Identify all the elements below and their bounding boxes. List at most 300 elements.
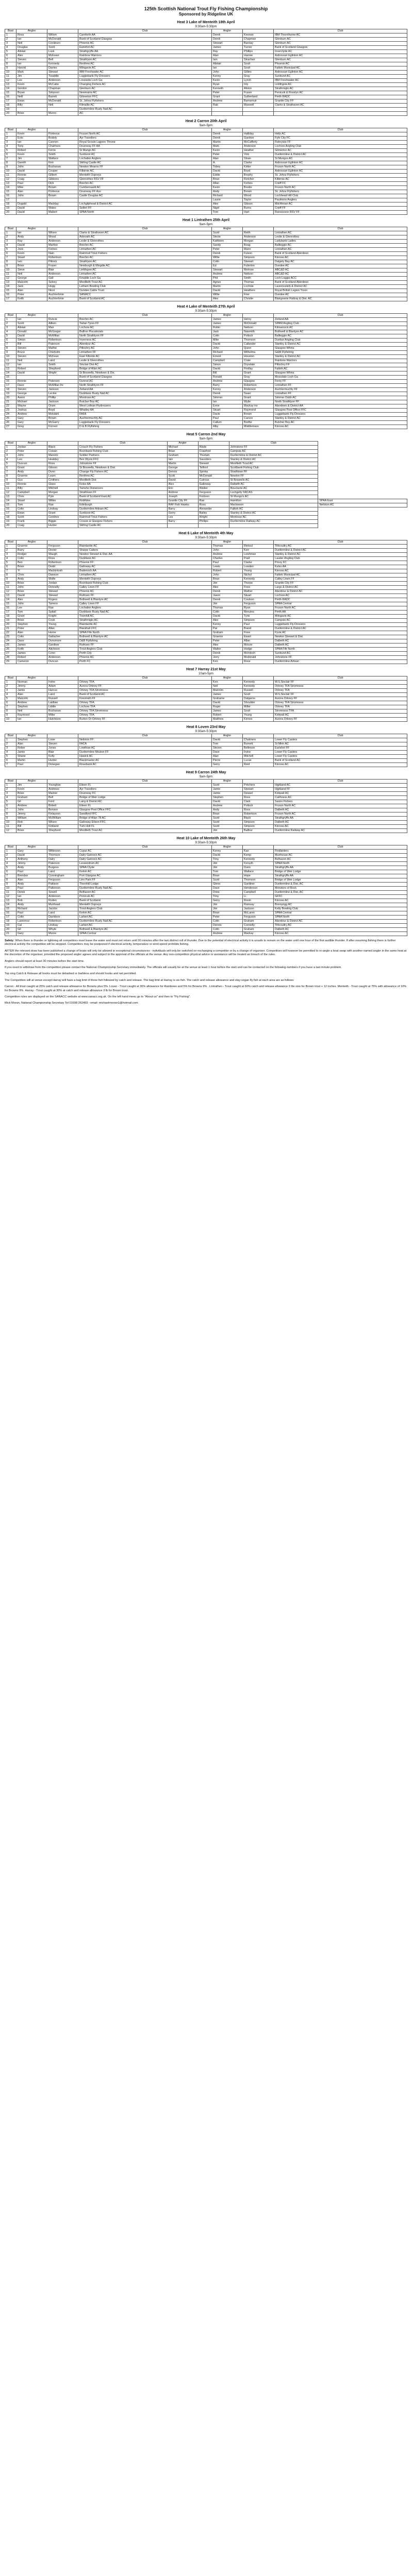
table-cell: St Mungo's AC	[229, 495, 318, 499]
table-cell: IBM Freshwater AC	[78, 71, 212, 75]
table-cell: 15	[5, 289, 17, 293]
table-cell: Macklay	[47, 202, 78, 207]
table-cell	[17, 376, 47, 380]
table-cell: Dunfermline Rusty Nail AC	[78, 108, 212, 112]
table-row	[5, 355, 407, 359]
table-row	[5, 190, 407, 194]
table-cell: Dunfermline Railway AC	[274, 829, 407, 833]
table-cell: Calley Linen FF	[78, 586, 212, 590]
table-cell: Menzies	[243, 611, 274, 615]
table-cell: Paulmore Anglers	[274, 198, 407, 202]
table-cell: Porteous	[47, 132, 78, 137]
table-cell: Drysdale	[243, 363, 274, 367]
column-header	[243, 779, 274, 784]
table-row	[5, 338, 407, 343]
table-cell: Stephen	[17, 623, 47, 627]
table-cell	[274, 112, 407, 116]
table-cell: Wright	[47, 371, 78, 376]
table-row	[5, 322, 407, 326]
table-cell: 9	[5, 817, 17, 821]
table-cell: Grantle City FF	[274, 99, 407, 104]
table-cell: Thornhill Lodge	[78, 883, 212, 887]
table-cell: Dawson	[47, 573, 78, 578]
table-cell: Tom	[212, 870, 243, 874]
table-cell: Simmer	[212, 396, 243, 400]
table-cell: Henry	[243, 318, 274, 322]
table-cell: Richard	[17, 907, 47, 911]
table-cell: Robertson	[47, 920, 78, 924]
table-cell: Glenburn AC	[274, 58, 407, 62]
table-cell: Blair	[47, 268, 78, 273]
table-cell: Telford	[198, 466, 229, 470]
table-cell: SPAA Central	[274, 911, 407, 916]
table-cell: James	[212, 322, 243, 326]
note-text: When there is thunder or lightning all competitors must leave the water and must not return until 30 minutes after the last distinct roll of thunder. Due to the potential of electrical activity it is unsafe to remain on the water until one hour of the first audible thunder. If after resuming fishing there is further electrical activity the competition will be stopped. Competitors may be postponed if electrical activity, temperature or wind speed prohibits fishing.	[5, 939, 396, 946]
table-cell: Colin	[212, 928, 243, 932]
table-cell: Laird	[47, 693, 78, 697]
column-header	[243, 845, 274, 850]
table-cell: John	[212, 347, 243, 351]
table-cell: Ronnie	[17, 174, 47, 178]
table-cell: Laird	[47, 359, 78, 363]
table-cell: Brian	[17, 590, 47, 594]
table-cell: Lintrathen AC	[78, 273, 212, 277]
table-cell: Stevie	[212, 235, 243, 240]
table-cell: Zetland AA	[274, 318, 407, 322]
table-cell: Middlemass	[243, 425, 274, 429]
table-cell: Andrew	[212, 273, 243, 277]
table-cell: Raymond	[243, 409, 274, 413]
table-cell: 17	[5, 384, 17, 388]
table-cell: St Mungo AC	[78, 149, 212, 153]
table-cell: Sandy	[212, 244, 243, 248]
heat-section	[5, 770, 407, 833]
table-cell: Kirkwall AC	[274, 714, 407, 718]
table-cell: Anderson	[47, 895, 78, 899]
table-cell: Glasgow Post Office FFC	[78, 808, 212, 812]
table-cell: Rainmoil Trout Fishers	[78, 252, 212, 256]
table-cell: Calley Linen FF	[274, 578, 407, 582]
table-header-row	[5, 734, 407, 738]
table-row	[5, 446, 407, 450]
table-cell: 9	[5, 264, 17, 268]
table-cell: Ed	[212, 264, 243, 268]
heat-time: 9am-5pm	[199, 223, 213, 226]
table-row	[5, 920, 407, 924]
column-header: Angler	[17, 676, 47, 681]
table-cell: Bob	[17, 899, 47, 903]
table-cell: Robert	[17, 149, 47, 153]
table-cell	[198, 524, 229, 528]
table-cell: Christie	[243, 297, 274, 301]
table-cell: Yi	[17, 569, 47, 573]
table-cell: Pattison	[47, 883, 78, 887]
table-cell: Simpson	[243, 825, 274, 829]
column-header	[47, 442, 78, 446]
table-cell: Caithness AC	[274, 796, 407, 800]
table-cell: 17	[5, 297, 17, 301]
table-row	[5, 479, 407, 483]
heat-title: Heat 10 Lake of Menteith 26th May	[176, 837, 236, 840]
table-cell: Biggie	[47, 520, 78, 524]
table-cell: Ayr Travellers	[78, 788, 212, 792]
table-row	[5, 99, 407, 104]
table-cell: 10	[5, 887, 17, 891]
table-cell: Robertson	[243, 812, 274, 817]
table-cell: Anderson	[243, 145, 274, 149]
table-cell: Phillips	[243, 50, 274, 54]
table-cell: Graham	[167, 454, 198, 458]
table-cell: Michael	[17, 400, 47, 404]
table-cell: Taylor	[243, 198, 274, 202]
table-row	[5, 899, 407, 903]
table-cell: Crothers	[47, 479, 78, 483]
table-cell: St Boswells AC	[229, 479, 318, 483]
table-cell: Gordon	[17, 87, 47, 91]
table-cell: Kevin	[17, 252, 47, 256]
table-cell: Wolfe	[47, 578, 78, 582]
table-cell: Aberdour AC	[78, 343, 212, 347]
table-cell: Ross	[17, 33, 47, 38]
table-cell: Inverclyde AC	[274, 50, 407, 54]
table-cell: Turk Holt FL	[78, 825, 212, 829]
table-row	[5, 483, 407, 487]
draw-table	[5, 779, 407, 833]
table-cell: Adam	[47, 685, 78, 689]
table-cell: Saunders	[198, 458, 229, 462]
table-cell: Gerry	[212, 763, 243, 767]
notes-section	[5, 939, 407, 1006]
table-cell: Belhaven AC	[274, 858, 407, 862]
table-cell: Willie	[212, 256, 243, 260]
table-cell: 20	[5, 396, 17, 400]
table-cell: 11	[5, 75, 17, 79]
table-cell: Brechin AC	[78, 256, 212, 260]
table-cell: Ernest	[212, 355, 243, 359]
table-cell: Tom	[212, 742, 243, 747]
table-cell: Barry	[212, 384, 243, 388]
table-row	[5, 751, 407, 755]
table-cell: Monifieth Trout AC	[229, 462, 318, 466]
note-text: AFTER the relevant draw has been published a change of boats will only be allowed in exceptional circumstances - individuals will only be switched on exchanging a competitor or by a change of organiser. Competitors will however be permitted to re-angle a boat swap with another named angler in the same heat at the discretion of the organiser, provided the proposed angler agrees and subject to the approval of the officials at the venue. Any non-competition physical advice or assistance will be treated as breach of the rules.	[5, 949, 407, 957]
table-cell: Jordan	[47, 582, 78, 586]
table-cell: 9	[5, 883, 17, 887]
table-cell: Gilmerton AC	[274, 149, 407, 153]
table-cell: 8	[5, 474, 17, 479]
table-row	[5, 573, 407, 578]
table-cell: Tom	[17, 503, 47, 507]
table-cell: Black	[47, 446, 78, 450]
table-cell: Ewan	[17, 512, 47, 516]
table-cell: Galloway AC	[78, 565, 212, 569]
table-cell: Luggiebank Fly Dressers	[274, 623, 407, 627]
table-cell: Ayr Travellers	[78, 137, 212, 141]
table-cell: 20	[5, 623, 17, 627]
table-cell: Andrew	[17, 804, 47, 808]
column-header: Angler	[17, 779, 47, 784]
table-cell: Mackintosh	[47, 569, 78, 573]
table-cell: 4	[5, 751, 17, 755]
table-cell: 5	[5, 334, 17, 338]
table-cell	[212, 112, 243, 116]
table-cell: Strathmiglo AC	[78, 619, 212, 623]
table-cell: Brown	[243, 413, 274, 417]
table-cell: Gibson	[243, 202, 274, 207]
column-header	[47, 734, 78, 738]
table-cell: Douglas	[17, 46, 47, 50]
table-cell: Kerr	[243, 549, 274, 553]
table-cell: Steven	[47, 742, 78, 747]
table-cell: 1	[5, 681, 17, 685]
table-cell: Stephen	[17, 738, 47, 742]
table-row	[5, 928, 407, 932]
table-row	[5, 553, 407, 557]
table-cell: Pittock	[47, 260, 78, 264]
table-cell: Kevin	[17, 788, 47, 792]
table-cell: Perth FC	[78, 660, 212, 664]
table-cell: Jackson	[47, 400, 78, 404]
table-row	[5, 796, 407, 800]
table-cell: 2	[5, 854, 17, 858]
column-header: Angler	[212, 29, 243, 33]
table-cell: Glenburn AC	[274, 38, 407, 42]
table-cell: Townhill AC	[78, 615, 212, 619]
column-header: Club	[78, 128, 212, 132]
table-cell: Pat	[212, 627, 243, 631]
table-cell: Mark	[212, 145, 243, 149]
table-cell: Monsters of Rock	[274, 887, 407, 891]
table-cell: 15	[5, 602, 17, 606]
heat-section	[5, 218, 407, 301]
draw-table	[5, 313, 407, 429]
table-cell: George	[17, 392, 47, 396]
table-cell: Malcolm	[17, 281, 47, 285]
table-cell: Gillies	[243, 71, 274, 75]
table-cell: Whyte	[47, 928, 78, 932]
table-cell: 18	[5, 104, 17, 108]
table-cell: Bank of Scotland Glasgow	[274, 46, 407, 50]
table-cell: Buchanan	[47, 709, 78, 714]
table-cell: Wayne	[17, 404, 47, 409]
table-row	[5, 516, 407, 520]
table-cell: Tony	[212, 858, 243, 862]
table-cell: Roden	[47, 899, 78, 903]
table-cell: Alan	[17, 742, 47, 747]
column-header	[243, 540, 274, 545]
table-cell: Hogg	[47, 285, 78, 289]
table-cell: Gray	[243, 75, 274, 79]
table-cell: Arbroath AC	[78, 235, 212, 240]
table-cell: Robin	[212, 326, 243, 330]
table-cell: Hutchison	[47, 718, 78, 722]
table-cell: Dalgarno	[243, 697, 274, 701]
table-cell: Dunfermline & District AC	[274, 549, 407, 553]
table-cell: Crawford	[198, 450, 229, 454]
column-header: Angler	[212, 128, 243, 132]
table-cell: 8	[5, 62, 17, 66]
table-cell: Kinross AC	[274, 763, 407, 767]
table-cell: Stewart	[243, 260, 274, 264]
note-text: Top sing Catch & Release all hooks must be debarbed or barbless and should hooks and net permitted.	[5, 972, 137, 976]
table-cell: Neil	[17, 273, 47, 277]
table-cell: Lintrathen FF	[78, 351, 212, 355]
table-cell: Alston	[243, 87, 274, 91]
draw-table	[5, 227, 407, 301]
table-row	[5, 623, 407, 627]
column-header: Angler	[212, 676, 243, 681]
table-cell: Harold	[17, 66, 47, 71]
column-header	[243, 314, 274, 318]
table-cell: Gallacher	[47, 635, 78, 639]
table-cell: Drew	[212, 891, 243, 895]
table-cell: Fenty FF	[274, 380, 407, 384]
table-cell: Thomson	[243, 878, 274, 883]
column-header	[243, 734, 274, 738]
table-cell: Lower Fly Casters	[274, 755, 407, 759]
table-cell: Lintrathen AC	[274, 231, 407, 235]
table-cell: Dexter	[47, 549, 78, 553]
table-cell: Bryan	[17, 91, 47, 95]
table-cell: Blackhall FFC	[78, 627, 212, 631]
table-row	[5, 627, 407, 631]
column-header: Club	[274, 734, 407, 738]
table-cell: 11	[5, 825, 17, 829]
table-cell: Kilmarnock AC	[274, 326, 407, 330]
table-cell: Stewart	[198, 462, 229, 466]
table-row	[5, 268, 407, 273]
table-row	[5, 33, 407, 38]
table-cell: Bill	[17, 825, 47, 829]
table-row	[5, 285, 407, 289]
table-cell: Sharpe Catters	[78, 549, 212, 553]
table-cell: Phoenix AC	[78, 590, 212, 594]
table-cell: David	[212, 367, 243, 371]
table-cell: McDonald	[198, 474, 229, 479]
table-cell: SPAM Angling Club	[274, 322, 407, 326]
table-row	[5, 874, 407, 878]
table-cell: Strathgryffe AA	[274, 817, 407, 821]
table-cell: Forbes	[243, 182, 274, 186]
table-row	[5, 911, 407, 916]
table-cell: Brown	[47, 186, 78, 190]
table-cell: St. Johns Flyfishers	[274, 174, 407, 178]
table-cell: Luggiebank Fly Dressers	[78, 421, 212, 425]
table-cell: Colin	[17, 557, 47, 561]
table-cell: Bodhe	[243, 421, 274, 425]
table-cell: Letham Bowling Club	[78, 285, 212, 289]
table-cell	[243, 108, 274, 112]
table-row	[5, 71, 407, 75]
table-cell: Robert	[17, 367, 47, 371]
table-cell: 15	[5, 190, 17, 194]
table-cell: Stuart	[243, 594, 274, 598]
table-cell: 4	[5, 557, 17, 561]
table-cell: Chapman	[243, 38, 274, 42]
table-header-row	[5, 845, 407, 850]
table-cell: Young	[243, 569, 274, 573]
table-row	[5, 244, 407, 248]
table-cell: McIntosh	[243, 652, 274, 656]
table-row	[5, 685, 407, 689]
table-cell: Ferguson	[198, 491, 229, 495]
table-row	[5, 895, 407, 899]
draw-table	[5, 441, 407, 528]
table-cell: Brian	[17, 619, 47, 623]
table-cell: Steven	[212, 747, 243, 751]
table-cell: Findlanters	[274, 850, 407, 854]
table-cell: Gardiner	[243, 883, 274, 887]
table-cell: Jim	[212, 829, 243, 833]
table-cell: Lawrence	[17, 920, 47, 924]
table-row	[5, 474, 407, 479]
table-cell: Andy	[17, 578, 47, 582]
table-cell: Frew	[243, 631, 274, 635]
table-cell: Burnett	[243, 742, 274, 747]
table-cell: Graham	[17, 796, 47, 800]
table-cell: Gary	[17, 417, 47, 421]
table-cell: Chisholm	[47, 351, 78, 355]
table-cell: Paterson	[47, 862, 78, 866]
note-paragraph	[5, 950, 407, 957]
table-cell: Kennedy	[243, 685, 274, 689]
table-cell: Simpson	[243, 821, 274, 825]
table-row	[5, 611, 407, 615]
table-cell: Mike	[212, 338, 243, 343]
column-header	[47, 314, 78, 318]
table-cell: Fullerton	[243, 264, 274, 268]
table-cell: Russell	[243, 689, 274, 693]
table-row	[5, 334, 407, 338]
table-cell: 8	[5, 709, 17, 714]
table-cell: Blairgowrie Rattray & Dist. AC	[274, 297, 407, 301]
table-cell: 7	[5, 58, 17, 62]
column-header: Angler	[17, 227, 47, 231]
table-row	[5, 491, 407, 495]
table-row	[5, 376, 407, 380]
table-cell: Ben	[17, 561, 47, 565]
table-row	[5, 425, 407, 429]
table-cell: Vick	[243, 153, 274, 157]
table-cell: Jamie	[212, 788, 243, 792]
table-cell: 12	[5, 79, 17, 83]
table-cell: Inly	[243, 83, 274, 87]
table-cell: Wilson	[47, 821, 78, 825]
table-cell: SPAA North	[78, 211, 212, 215]
table-cell: Burns	[243, 207, 274, 211]
table-cell: Lee	[17, 79, 47, 83]
table-cell: Jack	[17, 285, 47, 289]
table-cell: Anderson	[243, 235, 274, 240]
table-cell: Kenneth	[212, 87, 243, 91]
table-cell: Perth AA	[274, 611, 407, 615]
table-row	[5, 784, 407, 788]
table-cell: 24	[5, 639, 17, 643]
table-cell: Tobey	[212, 165, 243, 170]
table-row	[5, 487, 407, 491]
table-cell: Willom	[47, 33, 78, 38]
table-cell: Kenny	[212, 75, 243, 79]
table-cell: Brian	[167, 450, 198, 454]
table-cell: Stirling Castle AC	[78, 161, 212, 165]
table-cell: Crouse & Glasgow Fishers	[78, 520, 168, 524]
table-cell: Auchtermuchty AC	[78, 417, 212, 421]
table-cell: Jacobs	[47, 907, 78, 911]
table-cell: Kinnes	[243, 718, 274, 722]
table-cell: Leishman	[243, 553, 274, 557]
table-cell: David	[212, 701, 243, 705]
table-cell: Davidson	[47, 916, 78, 920]
table-cell: Mair	[47, 326, 78, 330]
